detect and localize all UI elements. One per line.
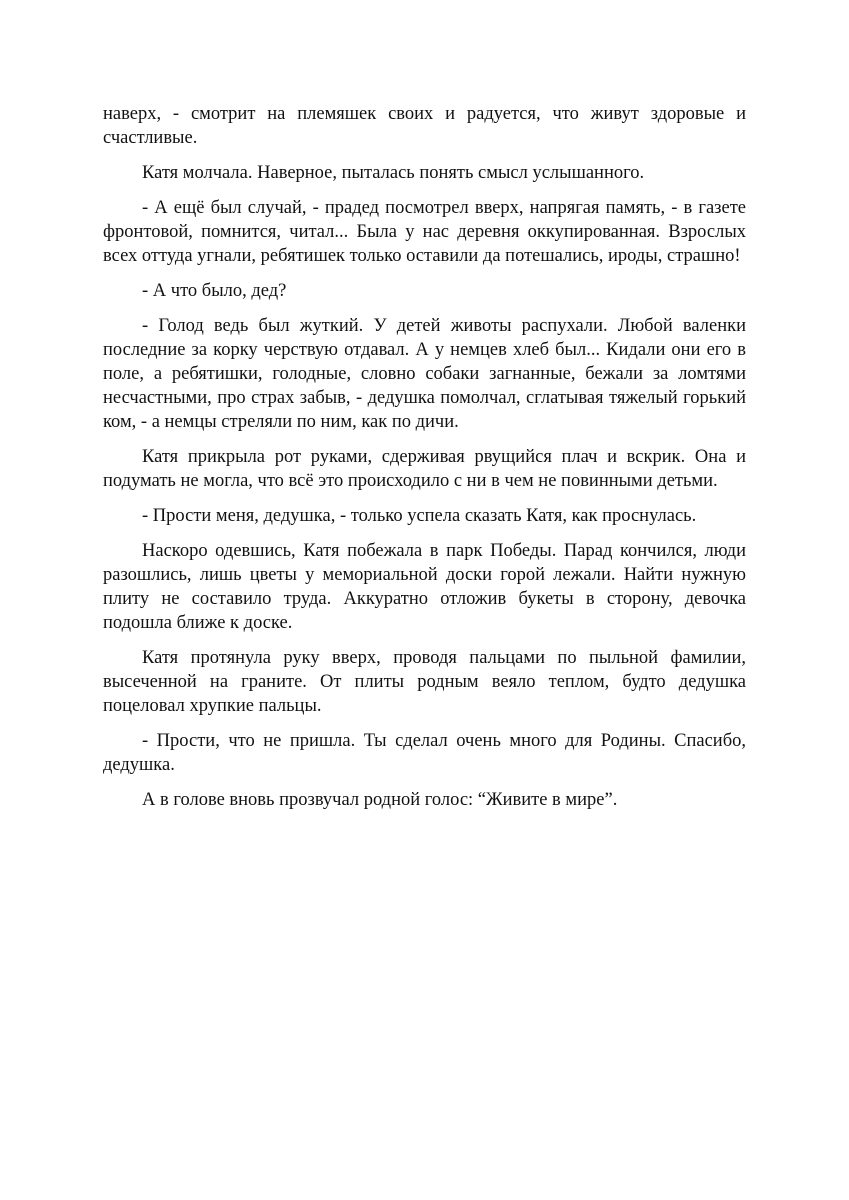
paragraph-6: Катя прикрыла рот руками, сдерживая рвущийся плач и вскрик. Она и подумать не могла, что всё это происходило с ни в чем не повинными детьми.: [103, 447, 746, 491]
paragraph-2: Катя молчала. Наверное, пыталась понять смысл услышанного.: [142, 163, 645, 183]
paragraph-9: Катя протянула руку вверх, проводя пальцами по пыльной фамилии, высеченной на граните. От плиты родным веяло теплом, будто дедушка поцеловал хрупкие пальцы.: [103, 648, 746, 716]
paragraph-11: А в голове вновь прозвучал родной голос: “Живите в мире”.: [142, 790, 618, 810]
paragraph-8: Наскоро одевшись, Катя побежала в парк Победы. Парад кончился, люди разошлись, лишь цветы у мемориальной доски горой лежали. Найти нужную плиту не составило труда. Аккуратно отложив букеты в сторону, девочка подошла ближе к доске.: [103, 541, 746, 633]
paragraph-3: - А ещё был случай, - прадед посмотрел вверх, напрягая память, - в газете фронтовой, помнится, читал... Была у нас деревня оккупированная. Взрослых всех оттуда угнали, ребятишек только оставили да потешались, ироды, страшно!: [103, 198, 746, 266]
paragraph-4: - А что было, дед?: [142, 281, 287, 301]
paragraph-10: - Прости, что не пришла. Ты сделал очень много для Родины. Спасибо, дедушка.: [103, 731, 746, 775]
paragraph-5: - Голод ведь был жуткий. У детей животы распухали. Любой валенки последние за корку черствую отдавал. А у немцев хлеб был... Кидали они его в поле, а ребятишки, голодные, словно собаки загнанные, бежали за ломтями несчастными, про страх забыв, - дедушка помолчал, сглатывая тяжелый горький ком, - а немцы стреляли по ним, как по дичи.: [103, 316, 746, 432]
paragraph-1: наверх, - смотрит на племяшек своих и радуется, что живут здоровые и счастливые.: [103, 104, 746, 148]
document-page: [103, 102, 746, 823]
paragraph-7: - Прости меня, дедушка, - только успела сказать Катя, как проснулась.: [142, 506, 697, 526]
